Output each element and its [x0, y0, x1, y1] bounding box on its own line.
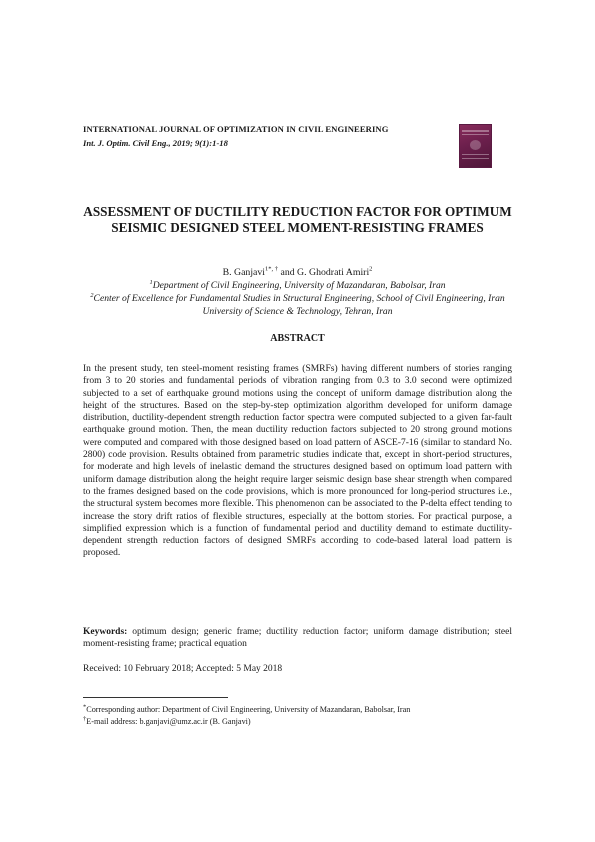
- journal-cover-image: [459, 124, 492, 168]
- abstract-text: In the present study, ten steel-moment resisting frames (SMRFs) having different numbers of stories ranging from 3 to 20 stories and fundamental periods of vibration ranging from 0.3 to 3.0 second were optimized subjected to a set of earthquake ground motions using the concept of uniform damage distribution along the height of the structures. Based on the step-by-step optimization algorithm developed for uniform damage distribution, ductility-dependent strength reduction factor spectra were computed subjected to a given far-fault earthquake ground motion. Then, the mean ductility reduction factors subjected to 20 strong ground motions were computed and compared with those designed based on load pattern of ASCE-7-16 (similar to standard No. 2800) code provision. Results obtained from parametric studies indicate that, except in short-period structures, for moderate and high levels of inelastic demand the structures designed based on optimum load pattern with uniform damage distribution along the height require larger seismic design base shear strength when compared to the frames designed based on the code provisions, which is more pronounced for long-period structures i.e., the structural system becomes more flexible. This phenomenon can be associated to the P-delta effect tending to increase the story drift ratios of flexible structures, especially at the bottom stories. For practical purpose, a simplified expression which is a function of fundamental period and ductility demand to estimate ductility-dependent strength reduction factors of designed SMRFs according to code-based lateral load pattern is proposed.: [83, 364, 512, 559]
- author-name: B. Ganjavi: [222, 267, 266, 278]
- keywords: [83, 626, 512, 651]
- affiliation-text: Center of Excellence for Fundamental Studies in Structural Engineering, School of Civil Engineering, Iran University of Science & Technology, Tehran, Iran: [93, 293, 505, 317]
- footnote-mark: *: [83, 703, 87, 711]
- affiliation-text: Department of Civil Engineering, University of Mazandaran, Babolsar, Iran: [152, 280, 446, 291]
- abstract-heading: ABSTRACT: [270, 333, 325, 344]
- footnote-email: [83, 717, 251, 726]
- affiliation-mark: 2: [90, 291, 94, 299]
- footnote-text: E-mail address: b.ganjavi@umz.ac.ir (B. Ganjavi): [86, 717, 251, 726]
- affiliation-2: [80, 293, 515, 318]
- footnote-corresponding-author: [83, 705, 410, 714]
- affiliation-mark: 1: [149, 278, 153, 286]
- author-marks: 2: [369, 265, 373, 273]
- journal-citation: Int. J. Optim. Civil Eng., 2019; 9(1):1-18: [83, 138, 228, 148]
- author-marks: 1*, †: [265, 265, 279, 273]
- paper-title: ASSESSMENT OF DUCTILITY REDUCTION FACTOR FOR OPTIMUM SEISMIC DESIGNED STEEL MOMENT-RESISTING FRAMES: [83, 204, 512, 235]
- author-line: [80, 267, 515, 278]
- footnote-mark: †: [83, 715, 87, 723]
- footnote-divider: [83, 697, 228, 698]
- keywords-text: optimum design; generic frame; ductility reduction factor; uniform damage distribution; steel moment-resisting frame; practical equation: [83, 627, 513, 650]
- affiliation-1: [80, 280, 515, 293]
- keywords-label: Keywords:: [83, 627, 128, 637]
- author-connector: and G. Ghodrati Amiri: [278, 267, 370, 278]
- received-dates: Received: 10 February 2018; Accepted: 5 May 2018: [83, 664, 283, 674]
- footnote-text: Corresponding author: Department of Civil Engineering, University of Mazandaran, Babolsar, Iran: [86, 705, 411, 714]
- journal-name: INTERNATIONAL JOURNAL OF OPTIMIZATION IN CIVIL ENGINEERING: [83, 124, 389, 134]
